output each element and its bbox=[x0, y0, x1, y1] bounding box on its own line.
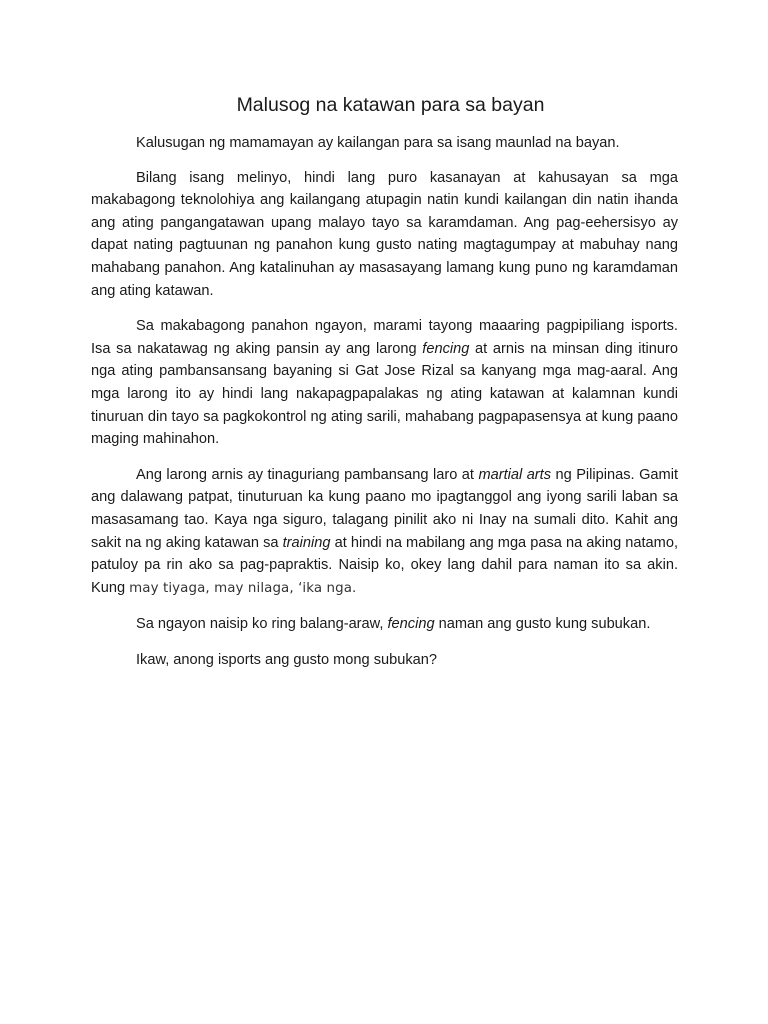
paragraph-4-text-a: Ang larong arnis ay tinaguriang pambansang laro at bbox=[136, 466, 479, 483]
paragraph-6: Ikaw, anong isports ang gusto mong subukan? bbox=[136, 651, 437, 668]
paragraph-5-text-b: naman ang gusto kung subukan. bbox=[434, 616, 651, 633]
page-title: Malusog na katawan para sa bayan bbox=[236, 94, 545, 116]
paragraph-5 bbox=[91, 613, 678, 636]
paragraph-3-text-a: Sa makabagong panahon ngayon, marami tayong maaaring pagpipiliang isports. Isa sa nakatawag ng aking pansin ay ang larong bbox=[91, 318, 678, 357]
paragraph-3-emphasis: fencing bbox=[422, 340, 470, 357]
paragraph-2: Bilang isang melinyo, hindi lang puro kasanayan at kahusayan sa mga makabagong teknolohiya ang kailangang atupagin natin kundi kailangan din natin ihanda ang ating pangangatawan upang malayo tayo sa karamdaman. Ang pag-eehersisyo ay dapat nating pagtuunan ng panahon kung gusto nating magtagumpay at mabuhay nang mahabang panahon. Ang katalinuhan ay masasayang lamang kung puno ng karamdaman ang ating katawan. bbox=[91, 169, 678, 299]
paragraph-4-emphasis-2: training bbox=[282, 534, 331, 551]
paragraph-3 bbox=[91, 315, 678, 451]
document-body bbox=[91, 92, 678, 684]
paragraph-4-text-b: ng Pilipinas. Gamit ang dalawang patpat, tinuturuan ka kung paano mo ipagtanggol ang iyong sarili laban sa masasamang tao. Kaya nga siguro, talagang pinilit ako ni Inay na sumali dito. Kahit ang sakit na ng aking katawan sa bbox=[91, 466, 678, 551]
paragraph-4-emphasis-1: martial arts bbox=[478, 466, 552, 483]
paragraph-5-emphasis: fencing bbox=[387, 616, 435, 633]
paragraph-1: Kalusugan ng mamamayan ay kailangan para sa isang maunlad na bayan. bbox=[136, 135, 620, 151]
paragraph-3-text-b: at arnis na minsan ding itinuro nga ating pambansansang bayaning si Gat Jose Rizal sa kanyang mga mag-aaral. Ang mga larong ito ay hindi lang nakapagpapalakas ng ating katawan at kalamnan kundi tinuruan din tayo sa pagkokontrol ng ating sarili, mahabang pagpapasensya at kung paano maging mahinahon. bbox=[91, 340, 678, 448]
paragraph-4 bbox=[91, 464, 678, 601]
paragraph-5-text-a: Sa ngayon naisip ko ring balang-araw, bbox=[136, 616, 388, 633]
paragraph-4-text-c: at hindi na mabilang ang mga pasa na aking natamo, patuloy pa rin ako sa pag-papraktis. Naisip ko, okey lang dahil para naman ito sa akin. Kung bbox=[91, 534, 678, 596]
paragraph-4-saying: may tiyaga, may nilaga, ‘ika nga. bbox=[129, 580, 357, 596]
